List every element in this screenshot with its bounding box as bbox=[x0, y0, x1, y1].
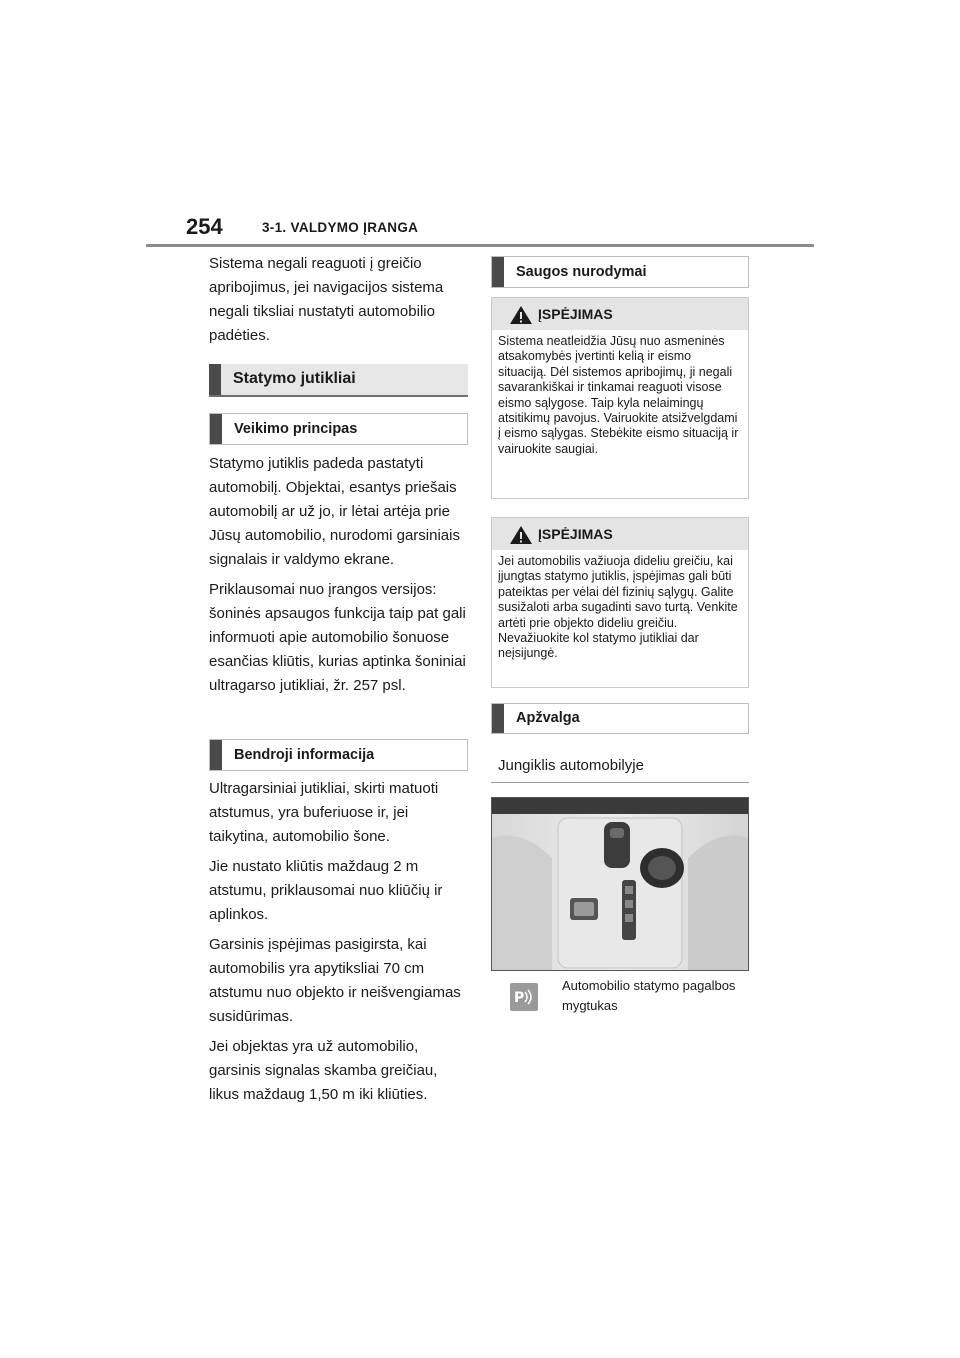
general-paragraph-4: Jei objektas yra už automobilio, garsinis signalas skamba greičiau, likus maždaug 1,50 m iki kliūties. bbox=[209, 1038, 438, 1103]
heading-general-info bbox=[209, 739, 468, 771]
general-section bbox=[209, 777, 471, 1107]
heading-parking-sensors bbox=[209, 364, 468, 397]
switch-heading-label: Jungiklis automobilyje bbox=[498, 757, 644, 774]
warning-text: Sistema neatleidžia Jūsų nuo asmeninės atsakomybės įvertinti kelią ir eismo situaciją. Dėl sistemos apribojimų, ji negali savarankiškai ir tinkamai reaguoti visose eismo sąlygose. Taip kyla nelaimingų atsitikimų pavojus. Vairuokite atsižvelgdami į eismo sąlygas. Stebėkite eismo situaciją ir vairuokite saugiai. bbox=[498, 334, 739, 456]
parking-assist-icon bbox=[510, 983, 538, 1011]
heading-principle bbox=[209, 413, 468, 445]
console-photo bbox=[491, 797, 749, 971]
warning-header bbox=[492, 298, 748, 330]
heading-overview bbox=[491, 703, 749, 734]
warning-triangle-icon bbox=[509, 305, 533, 325]
warning-text: Jei automobilis važiuoja dideliu greičiu, kai įjungtas statymo jutiklis, įspėjimas gali būti pateiktas per vėlai dėl fizinių sąlygų. Galite susižaloti arba sugadinti savo turtą. Venkite artėti prie objekto dideliu greičiu. Nevažiuokite kol statymo jutikliai dar neįsijungė. bbox=[498, 554, 738, 661]
left-column bbox=[209, 252, 471, 348]
intro-paragraph: Sistema negali reaguoti į greičio apribojimus, jei navigacijos sistema negali tiksliai nustatyti automobilio padėties. bbox=[209, 255, 444, 344]
caption-text: Automobilio statymo pagalbos mygtukas bbox=[562, 978, 736, 1013]
svg-text:P: P bbox=[514, 990, 525, 1006]
header-rule bbox=[146, 244, 814, 247]
section-title: 3-1. VALDYMO ĮRANGA bbox=[262, 220, 419, 235]
principle-paragraph-2: Priklausomai nuo įrangos versijos: šoninės apsaugos funkcija taip pat gali informuoti apie automobilio šonuose esančias kliūtis, kurias aptinka šoniniai ultragarso jutikliai, žr. 257 psl. bbox=[209, 581, 466, 694]
warning-box-1 bbox=[491, 297, 749, 499]
heading-label: Bendroji informacija bbox=[234, 747, 375, 763]
general-paragraph-3: Garsinis įspėjimas pasigirsta, kai automobilis yra apytiksliai 70 cm atstumu nuo objekto ir neišvengiamas susidūrimas. bbox=[209, 936, 461, 1025]
heading-label: Veikimo principas bbox=[234, 421, 358, 437]
principle-section bbox=[209, 452, 471, 698]
warning-triangle-icon bbox=[509, 525, 533, 545]
warning-title: ĮSPĖJIMAS bbox=[538, 526, 613, 542]
warning-header bbox=[492, 518, 748, 550]
warning-box-2 bbox=[491, 517, 749, 688]
general-paragraph-1: Ultragarsiniai jutikliai, skirti matuoti atstumus, yra buferiuose ir, jei taikytina, automobilio šone. bbox=[209, 780, 439, 845]
heading-label: Saugos nurodymai bbox=[516, 264, 647, 280]
heading-label: Apžvalga bbox=[516, 710, 580, 726]
warning-title: ĮSPĖJIMAS bbox=[538, 306, 613, 322]
general-paragraph-2: Jie nustato kliūtis maždaug 2 m atstumu, priklausomai nuo kliūčių ir aplinkos. bbox=[209, 858, 443, 923]
heading-label: Statymo jutikliai bbox=[233, 370, 356, 387]
heading-safety bbox=[491, 256, 749, 288]
principle-paragraph-1: Statymo jutiklis padeda pastatyti automobilį. Objektai, esantys priešais automobilį ar už jo, ir lėtai artėja prie Jūsų automobilio, nurodomi garsiniais signalais ir valdymo ekrane. bbox=[209, 455, 460, 568]
center-console-illustration bbox=[492, 798, 748, 970]
page-number: 254 bbox=[186, 214, 223, 239]
switch-heading bbox=[491, 752, 749, 783]
